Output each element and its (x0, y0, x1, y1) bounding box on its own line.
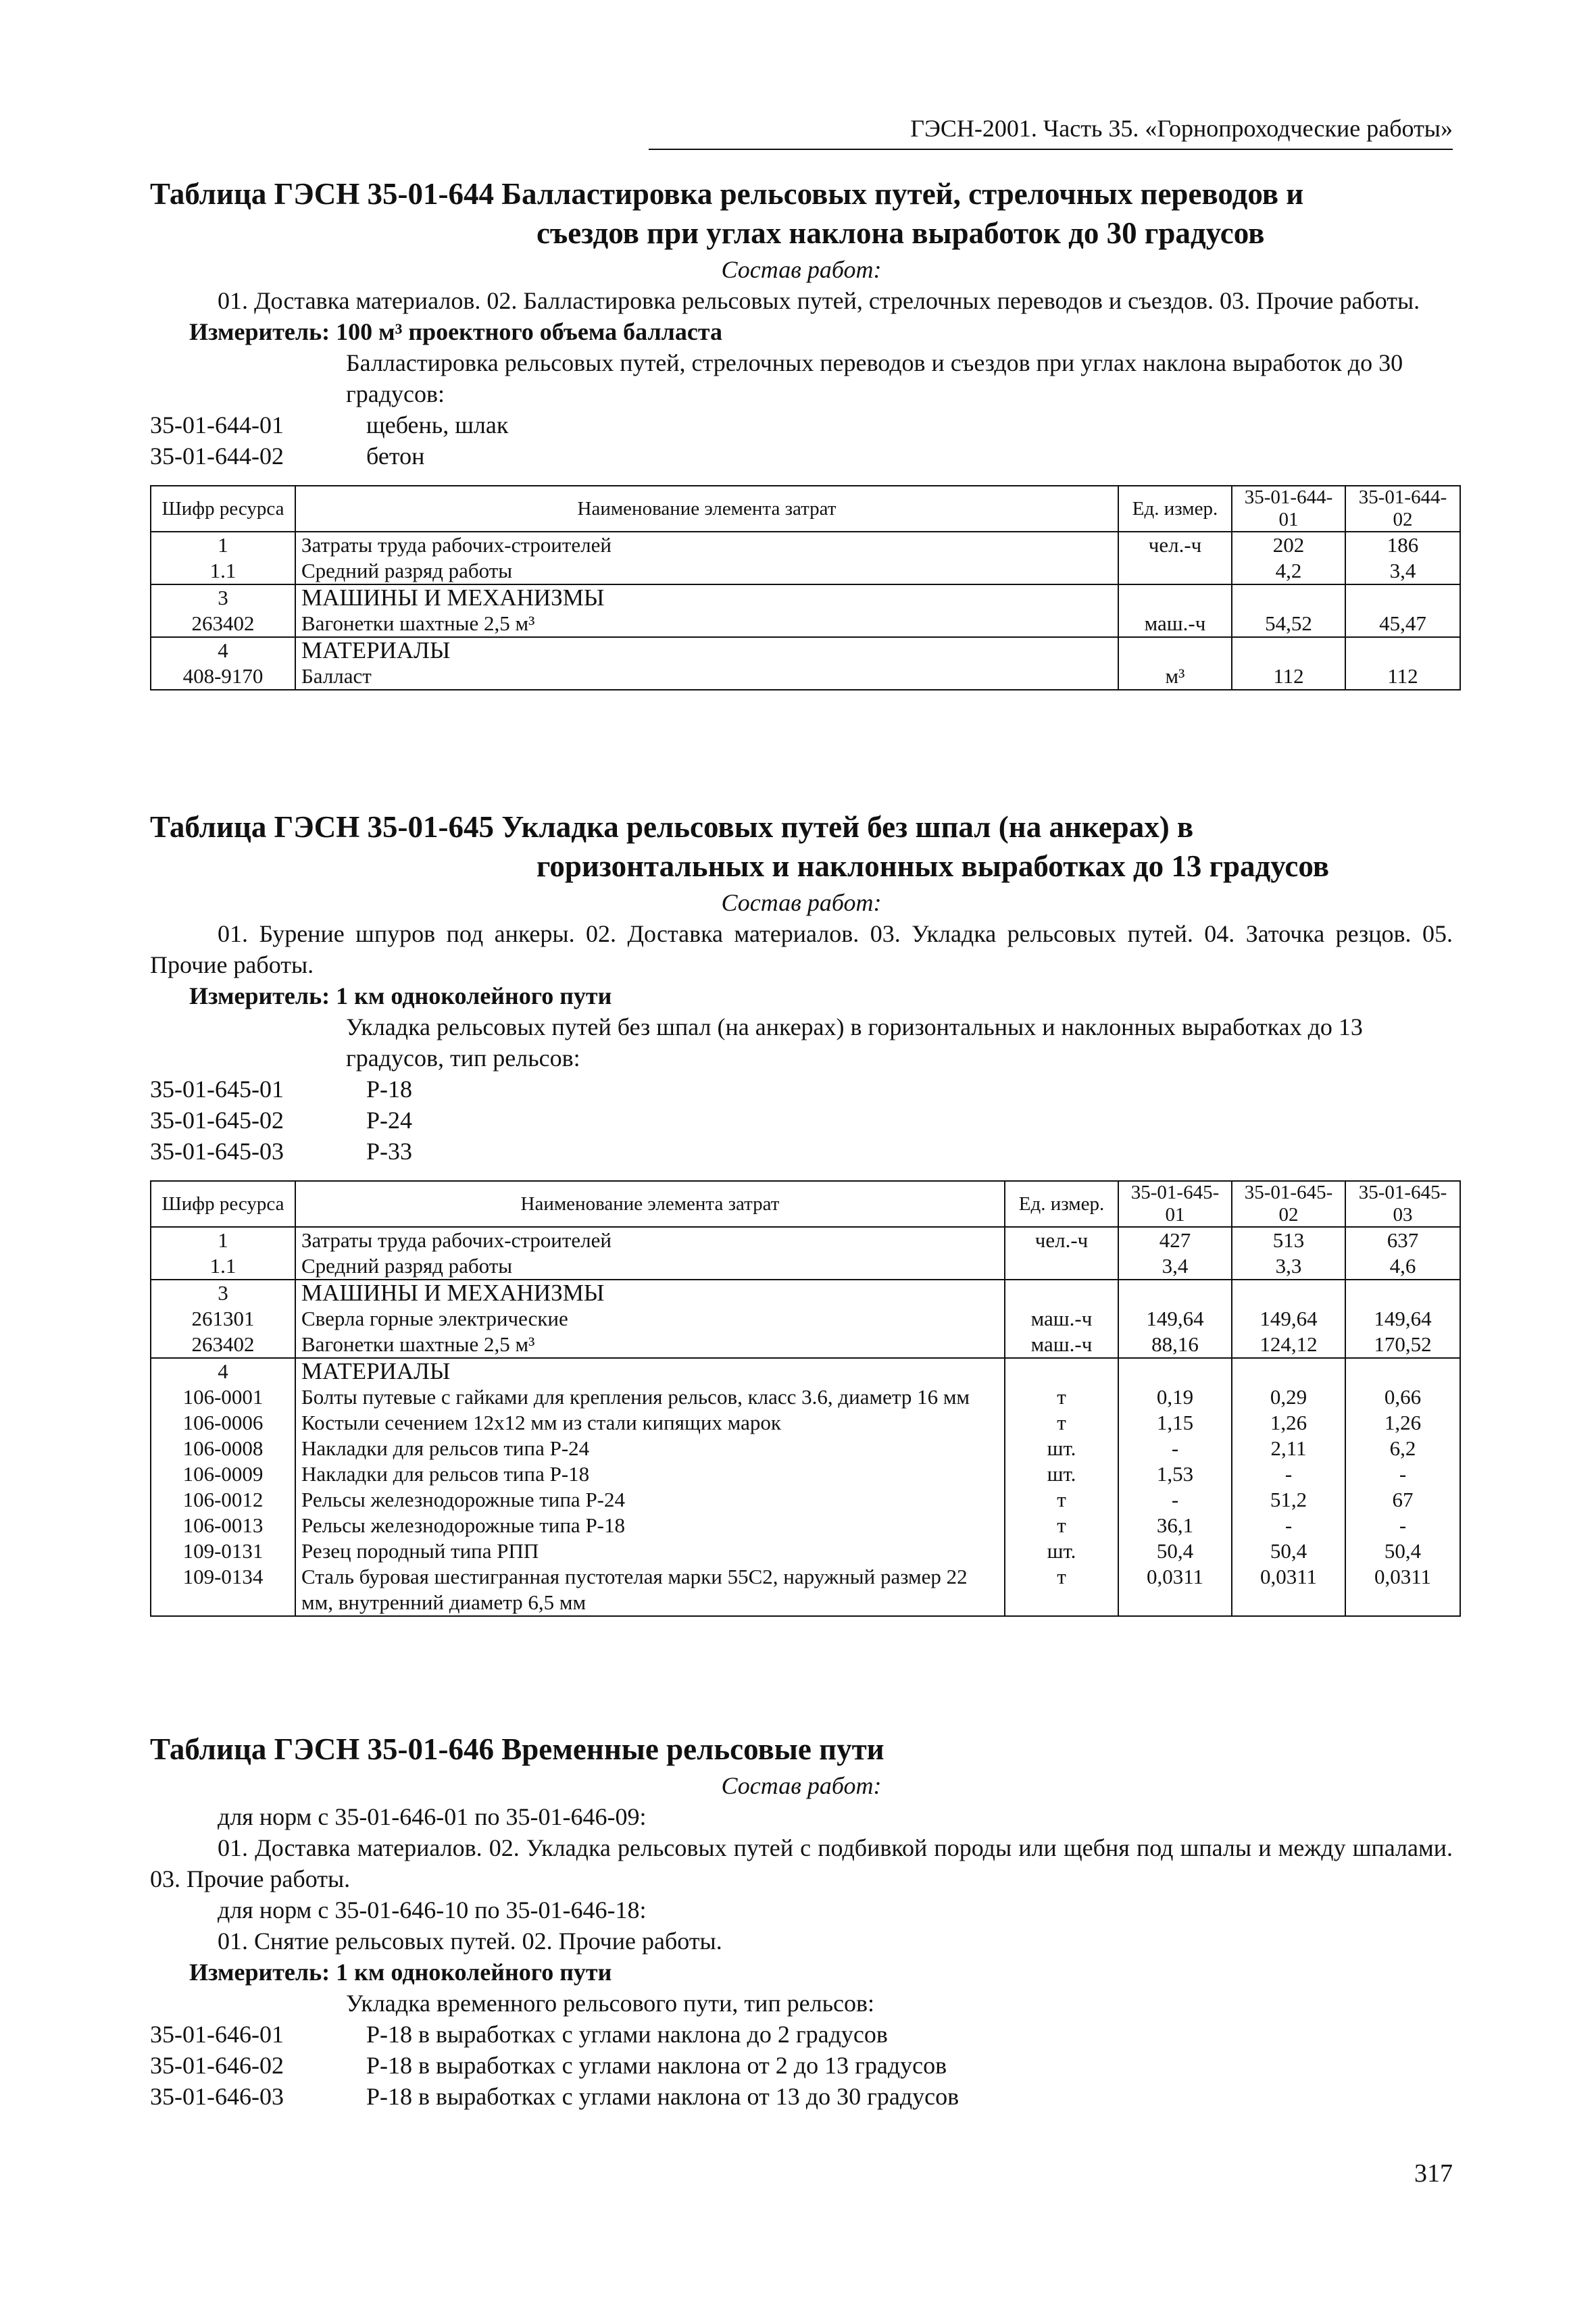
resource-value: 513 (1232, 1227, 1345, 1253)
resource-value (1232, 1358, 1345, 1384)
resource-value: 112 (1345, 663, 1460, 690)
resource-value: 50,4 (1118, 1538, 1232, 1564)
resource-code: 106-0013 (151, 1513, 295, 1538)
resource-name: Вагонетки шахтные 2,5 м³ (295, 611, 1118, 637)
page-number: 317 (1414, 2159, 1453, 2188)
work-composition-label: Состав работ: (721, 1772, 882, 1799)
resource-value: 0,0311 (1345, 1564, 1460, 1616)
table-row (151, 1461, 1460, 1487)
resource-value: 1,26 (1232, 1410, 1345, 1436)
resource-unit: маш.-ч (1118, 611, 1232, 637)
resource-name: Балласт (295, 663, 1118, 690)
resource-code: 1.1 (151, 558, 295, 584)
resource-value: 1,15 (1118, 1410, 1232, 1436)
resource-value (1345, 1280, 1460, 1306)
resource-code: 109-0134 (151, 1564, 295, 1616)
resource-unit: маш.-ч (1005, 1306, 1118, 1332)
resource-value: - (1232, 1461, 1345, 1487)
resource-name: Средний разряд работы (295, 558, 1118, 584)
table-title-646 (150, 1730, 1453, 1769)
table-title-645 (150, 807, 1453, 886)
work-scope-note: для норм с 35-01-646-01 по 35-01-646-09: (218, 1803, 647, 1830)
norm-code: 35-01-646-03 (150, 2083, 284, 2110)
resource-value (1345, 584, 1460, 611)
resource-unit: т (1005, 1410, 1118, 1436)
resource-unit: шт. (1005, 1461, 1118, 1487)
table-row (151, 532, 1460, 558)
resource-code: 1 (151, 532, 295, 558)
table-row (151, 1436, 1460, 1461)
section-table-645 (150, 807, 1453, 1617)
header-norm-code: 35-01-644-01 (1232, 486, 1345, 532)
resource-code: 263402 (151, 1332, 295, 1358)
header-norm-code: 35-01-644-02 (1345, 486, 1460, 532)
resource-unit: м³ (1118, 663, 1232, 690)
resource-value: 3,3 (1232, 1253, 1345, 1280)
resource-table-645 (150, 1180, 1461, 1617)
table-row (151, 1538, 1460, 1564)
table-row (151, 1384, 1460, 1410)
norm-code: 35-01-646-02 (150, 2052, 284, 2079)
resource-unit: т (1005, 1513, 1118, 1538)
resource-unit: маш.-ч (1005, 1332, 1118, 1358)
resource-name: Рельсы железнодорожные типа Р-24 (295, 1487, 1005, 1513)
table-header-row (151, 486, 1460, 532)
norm-code: 35-01-645-01 (150, 1076, 284, 1103)
norm-name: Р-18 (366, 1076, 413, 1103)
header-norm-code: 35-01-645-02 (1232, 1181, 1345, 1227)
resource-name: Затраты труда рабочих-строителей (295, 1227, 1005, 1253)
resource-value: 202 (1232, 532, 1345, 558)
table-title-line: Таблица ГЭСН 35-01-645 Укладка рельсовых путей без шпал (на анкерах) в (150, 810, 1194, 844)
table-header-row (151, 1181, 1460, 1227)
resource-code: 106-0009 (151, 1461, 295, 1487)
resource-value: 50,4 (1232, 1538, 1345, 1564)
resource-name: Резец породный типа РПП (295, 1538, 1005, 1564)
table-row (151, 584, 1460, 611)
norm-name: Р-33 (366, 1138, 413, 1165)
resource-name: Костыли сечением 12x12 мм из стали кипящих марок (295, 1410, 1005, 1436)
work-composition-text: 01. Доставка материалов. 02. Балластировка рельсовых путей, стрелочных переводов и съездов. 03. Прочие работы. (218, 287, 1420, 314)
norm-code: 35-01-646-01 (150, 2021, 284, 2048)
resource-unit (1005, 1253, 1118, 1280)
section-table-646 (150, 1730, 1453, 2112)
norm-name: щебень, шлак (366, 411, 509, 438)
resource-value: 427 (1118, 1227, 1232, 1253)
resource-code: 109-0131 (151, 1538, 295, 1564)
table-row (151, 1253, 1460, 1280)
resource-code: 106-0001 (151, 1384, 295, 1410)
resource-value: 0,0311 (1118, 1564, 1232, 1616)
resource-value: 0,0311 (1232, 1564, 1345, 1616)
resource-value (1118, 1358, 1232, 1384)
header-norm-code: 35-01-645-01 (1118, 1181, 1232, 1227)
resource-value: 149,64 (1232, 1306, 1345, 1332)
resource-value: 2,11 (1232, 1436, 1345, 1461)
resource-value: 186 (1345, 532, 1460, 558)
resource-group-name: МАТЕРИАЛЫ (295, 637, 1118, 663)
resource-unit: т (1005, 1564, 1118, 1616)
work-scope-note: для норм с 35-01-646-10 по 35-01-646-18: (218, 1896, 647, 1923)
table-row (151, 611, 1460, 637)
work-composition-text: 01. Бурение шпуров под анкеры. 02. Доставка материалов. 03. Укладка рельсовых путей. 04. Заточка резцов. 05. Прочие работы. (150, 920, 1453, 978)
header-code: Шифр ресурса (151, 1181, 295, 1227)
section-table-644 (150, 174, 1453, 690)
resource-value: 1,53 (1118, 1461, 1232, 1487)
resource-code: 4 (151, 637, 295, 663)
header-code: Шифр ресурса (151, 486, 295, 532)
table-title-line: Таблица ГЭСН 35-01-644 Балластировка рельсовых путей, стрелочных переводов и (150, 177, 1304, 211)
resource-value: 0,66 (1345, 1384, 1460, 1410)
resource-value (1118, 1280, 1232, 1306)
norm-code: 35-01-645-03 (150, 1138, 284, 1165)
resource-value: 149,64 (1118, 1306, 1232, 1332)
table-row (151, 1227, 1460, 1253)
norm-name: Р-18 в выработках с углами наклона до 2 градусов (366, 2021, 888, 2048)
resource-value (1345, 1358, 1460, 1384)
resource-code: 106-0012 (151, 1487, 295, 1513)
resource-code: 1 (151, 1227, 295, 1253)
resource-value: 4,6 (1345, 1253, 1460, 1280)
header-unit: Ед. измер. (1118, 486, 1232, 532)
resource-value: 50,4 (1345, 1538, 1460, 1564)
resource-group-name: МАТЕРИАЛЫ (295, 1358, 1005, 1384)
resource-value: 112 (1232, 663, 1345, 690)
norm-code: 35-01-645-02 (150, 1107, 284, 1134)
resource-code: 106-0006 (151, 1410, 295, 1436)
header-unit: Ед. измер. (1005, 1181, 1118, 1227)
resource-value: 88,16 (1118, 1332, 1232, 1358)
norm-name: бетон (366, 443, 425, 470)
resource-name: Накладки для рельсов типа Р-24 (295, 1436, 1005, 1461)
norm-name: Р-24 (366, 1107, 413, 1134)
norm-entry (150, 2019, 1453, 2050)
resource-unit: шт. (1005, 1436, 1118, 1461)
resource-group-name: МАШИНЫ И МЕХАНИЗМЫ (295, 584, 1118, 611)
norm-code: 35-01-644-02 (150, 443, 284, 470)
resource-unit (1005, 1280, 1118, 1306)
table-title-line: Таблица ГЭСН 35-01-646 Временные рельсовые пути (150, 1732, 884, 1766)
norm-entry (150, 441, 1453, 472)
resource-name: Болты путевые с гайками для крепления рельсов, класс 3.6, диаметр 16 мм (295, 1384, 1005, 1410)
resource-value: - (1118, 1487, 1232, 1513)
resource-code: 106-0008 (151, 1436, 295, 1461)
norm-entry (150, 2081, 1453, 2112)
norm-name: Р-18 в выработках с углами наклона от 13 до 30 градусов (366, 2083, 959, 2110)
work-composition-label: Состав работ: (721, 889, 882, 916)
resource-value: 0,19 (1118, 1384, 1232, 1410)
resource-value (1232, 584, 1345, 611)
resource-value: 1,26 (1345, 1410, 1460, 1436)
resource-code: 1.1 (151, 1253, 295, 1280)
measure-unit: Измеритель: 1 км одноколейного пути (189, 1959, 612, 1986)
resource-unit: т (1005, 1384, 1118, 1410)
resource-value (1345, 637, 1460, 663)
table-row (151, 1513, 1460, 1538)
norm-name: Р-18 в выработках с углами наклона от 2 до 13 градусов (366, 2052, 947, 2079)
resource-value: - (1345, 1461, 1460, 1487)
resource-code: 3 (151, 584, 295, 611)
norm-entry (150, 1105, 1453, 1136)
resource-value (1232, 637, 1345, 663)
resource-value: 45,47 (1345, 611, 1460, 637)
resource-unit: т (1005, 1487, 1118, 1513)
resource-name: Вагонетки шахтные 2,5 м³ (295, 1332, 1005, 1358)
header-name: Наименование элемента затрат (295, 1181, 1005, 1227)
norm-group-description: Укладка рельсовых путей без шпал (на анкерах) в горизонтальных и наклонных выработках до 13 градусов, тип рельсов: (346, 1013, 1363, 1072)
table-row (151, 1564, 1460, 1616)
table-row (151, 558, 1460, 584)
work-composition-label: Состав работ: (721, 256, 882, 283)
norm-group-description: Укладка временного рельсового пути, тип рельсов: (346, 1990, 874, 2017)
table-row (151, 1487, 1460, 1513)
table-row (151, 1280, 1460, 1306)
measure-unit: Измеритель: 1 км одноколейного пути (189, 982, 612, 1009)
resource-value: 4,2 (1232, 558, 1345, 584)
norm-entry (150, 2050, 1453, 2081)
resource-value: 51,2 (1232, 1487, 1345, 1513)
resource-code: 408-9170 (151, 663, 295, 690)
resource-unit (1118, 558, 1232, 584)
running-header: ГЭСН-2001. Часть 35. «Горнопроходческие работы» (910, 115, 1453, 142)
resource-unit (1118, 637, 1232, 663)
norm-entry (150, 1136, 1453, 1167)
work-composition-text: 01. Доставка материалов. 02. Укладка рельсовых путей с подбивкой породы или щебня под шпалы и между шпалами. 03. Прочие работы. (150, 1834, 1453, 1892)
measure-unit: Измеритель: 100 м³ проектного объема балласта (189, 318, 722, 345)
resource-unit (1005, 1358, 1118, 1384)
norm-entry (150, 409, 1453, 441)
resource-unit: шт. (1005, 1538, 1118, 1564)
resource-name: Затраты труда рабочих-строителей (295, 532, 1118, 558)
table-row (151, 1332, 1460, 1358)
resource-name: Сверла горные электрические (295, 1306, 1005, 1332)
header-norm-code: 35-01-645-03 (1345, 1181, 1460, 1227)
resource-value: 6,2 (1345, 1436, 1460, 1461)
resource-code: 3 (151, 1280, 295, 1306)
resource-code: 263402 (151, 611, 295, 637)
resource-unit (1118, 584, 1232, 611)
table-title-644 (150, 174, 1453, 253)
resource-value: 36,1 (1118, 1513, 1232, 1538)
table-row (151, 637, 1460, 663)
resource-name: Средний разряд работы (295, 1253, 1005, 1280)
resource-value: 0,29 (1232, 1384, 1345, 1410)
resource-table-644 (150, 485, 1461, 690)
resource-value (1232, 1280, 1345, 1306)
norm-group-description: Балластировка рельсовых путей, стрелочных переводов и съездов при углах наклона выработок до 30 градусов: (346, 349, 1403, 407)
resource-code: 261301 (151, 1306, 295, 1332)
resource-value: 54,52 (1232, 611, 1345, 637)
resource-value: 149,64 (1345, 1306, 1460, 1332)
header-rule (649, 149, 1453, 150)
resource-value: 67 (1345, 1487, 1460, 1513)
table-row (151, 663, 1460, 690)
header-name: Наименование элемента затрат (295, 486, 1118, 532)
resource-value: 637 (1345, 1227, 1460, 1253)
norm-code: 35-01-644-01 (150, 411, 284, 438)
resource-code: 4 (151, 1358, 295, 1384)
table-title-line: горизонтальных и наклонных выработках до 13 градусов (537, 849, 1330, 883)
resource-unit: чел.-ч (1005, 1227, 1118, 1253)
resource-name: Сталь буровая шестигранная пустотелая марки 55С2, наружный размер 22 мм, внутренний диаметр 6,5 мм (295, 1564, 1005, 1616)
table-row (151, 1358, 1460, 1384)
resource-value: - (1118, 1436, 1232, 1461)
table-title-line: съездов при углах наклона выработок до 30 градусов (537, 216, 1265, 250)
resource-value: - (1232, 1513, 1345, 1538)
resource-value: 170,52 (1345, 1332, 1460, 1358)
resource-value: 124,12 (1232, 1332, 1345, 1358)
norm-entry (150, 1074, 1453, 1105)
resource-name: Накладки для рельсов типа Р-18 (295, 1461, 1005, 1487)
resource-value: 3,4 (1345, 558, 1460, 584)
resource-value: 3,4 (1118, 1253, 1232, 1280)
table-row (151, 1410, 1460, 1436)
resource-value: - (1345, 1513, 1460, 1538)
resource-unit: чел.-ч (1118, 532, 1232, 558)
table-row (151, 1306, 1460, 1332)
work-composition-text: 01. Снятие рельсовых путей. 02. Прочие работы. (218, 1928, 722, 1955)
resource-name: Рельсы железнодорожные типа Р-18 (295, 1513, 1005, 1538)
resource-group-name: МАШИНЫ И МЕХАНИЗМЫ (295, 1280, 1005, 1306)
